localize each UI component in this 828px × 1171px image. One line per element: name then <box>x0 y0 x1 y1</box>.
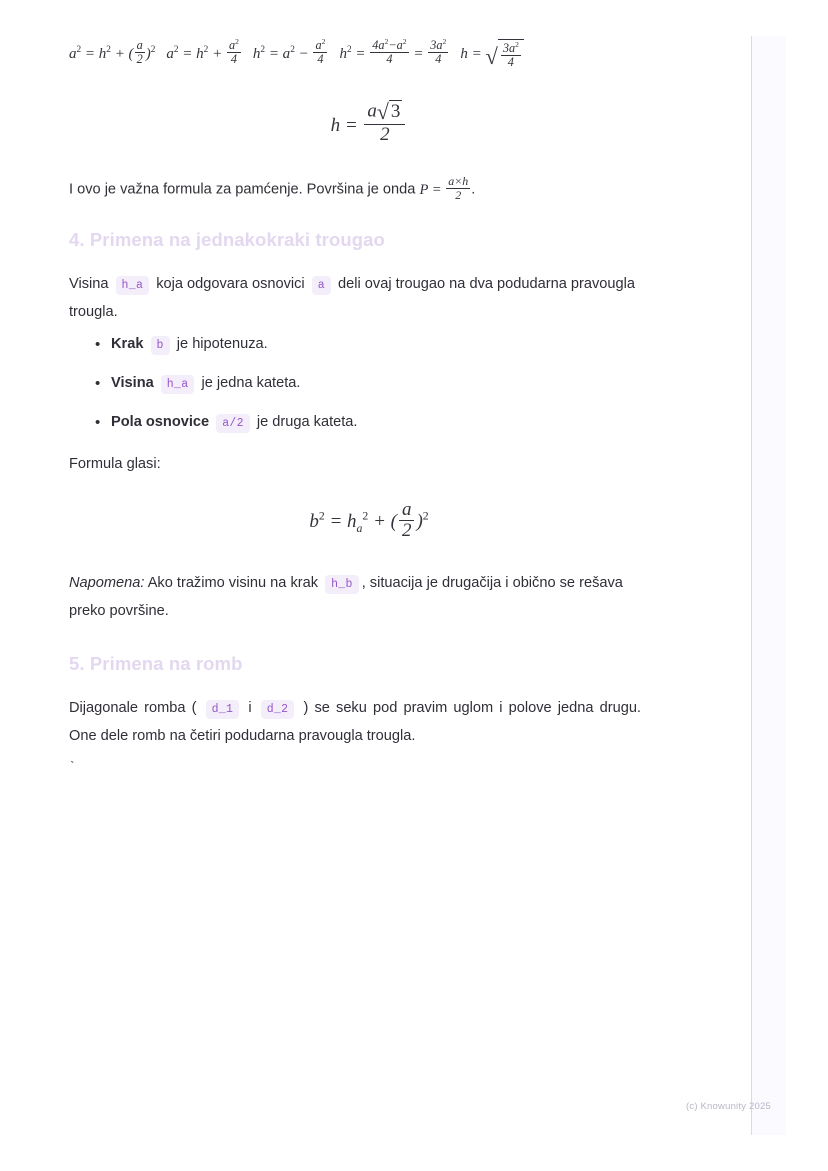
heading-section-4: 4. Primena na jednakokraki trougao <box>69 229 385 250</box>
bullet-list-isosceles-parts <box>91 334 671 451</box>
bullet-term-2: Pola osnovice <box>111 414 210 430</box>
list-item <box>111 373 671 395</box>
heading-section-5: 5. Primena na romb <box>69 653 243 674</box>
dijagonale-part2: ) se seku pod pravim uglom i polove jedna drugu. One dele romb na četiri podudarna pravougla trougla. <box>69 700 641 744</box>
formula-derivation-chain <box>69 38 524 69</box>
bullet-rest-2: je druga kateta. <box>256 414 358 430</box>
bullet-rest-1: je jedna kateta. <box>201 375 301 391</box>
paragraph-area <box>69 175 641 204</box>
code-chip-d-2: d_2 <box>261 700 295 719</box>
paragraph-dijagonale <box>69 695 641 750</box>
list-item <box>111 412 671 434</box>
napomena-part1: Ako tražimo visinu na krak <box>147 575 319 591</box>
code-chip-b: b <box>151 336 170 355</box>
code-chip-a: a <box>312 276 331 295</box>
dijagonale-conjunction: i <box>248 700 252 716</box>
napomena-part2: , situacija je drugačija i obično se rešava preko površine. <box>69 575 623 619</box>
bullet-term-0: Krak <box>111 336 144 352</box>
paragraph-formula-intro: Formula glasi: <box>69 456 161 472</box>
paragraph-visina-part1: Visina <box>69 276 109 292</box>
stray-backtick-artifact: ` <box>70 758 75 774</box>
paragraph-visina <box>69 271 641 326</box>
formula-step-1: $a^2 = h^2$ + ( $\frac{a}{2}$ )$^2$ <box>69 38 156 66</box>
paragraph-visina-part2: koja odgovara osnovici <box>156 276 305 292</box>
inline-formula-area: P = $\frac{a\times h}{2}$ <box>419 174 469 202</box>
page-edge-divider <box>751 36 752 1135</box>
paragraph-napomena <box>69 570 641 625</box>
formula-step-2: $a^2 = h^2$ + $\frac{a^2}{4}$ <box>166 37 239 66</box>
bullet-term-1: Visina <box>111 375 154 391</box>
paragraph-area-text-before: I ovo je važna formula za pamćenje. Površina je onda <box>69 181 420 198</box>
list-item <box>111 334 671 356</box>
paragraph-visina-part3: deli ovaj trougao na dva podudarna pravougla trougla. <box>69 276 635 320</box>
code-chip-d-1: d_1 <box>206 700 240 719</box>
code-chip-a-half: a/2 <box>216 414 250 433</box>
code-chip-h-a: h_a <box>116 276 150 295</box>
napomena-label: Napomena: <box>69 575 145 591</box>
formula-step-4: $h^2$ = $\frac{4a^2-a^2}{4}$ = $\frac{3a^2}{4}$ <box>339 37 447 66</box>
formula-step-3: $h^2 = a^2$ − $\frac{a^2}{4}$ <box>252 37 326 66</box>
formula-height-equilateral: h = $\frac{a√ 3}{2}$ <box>69 100 669 145</box>
footer-copyright: (c) Knowunity 2025 <box>686 1101 771 1112</box>
code-chip-h-a-bullet: h_a <box>161 375 195 394</box>
code-chip-h-b: h_b <box>325 575 359 594</box>
dijagonale-part1: Dijagonale romba ( <box>69 700 197 716</box>
formula-step-5: h = √ $\frac{3a^2}{4}$ <box>460 46 524 62</box>
bullet-rest-0: je hipotenuza. <box>176 336 268 352</box>
formula-isosceles-leg: $b^2 = h_a^2$ + ( $\frac{a}{2}$ )$^2$ <box>309 499 429 542</box>
page-edge-fill <box>752 36 786 1135</box>
paragraph-area-text-after: . <box>471 181 476 198</box>
